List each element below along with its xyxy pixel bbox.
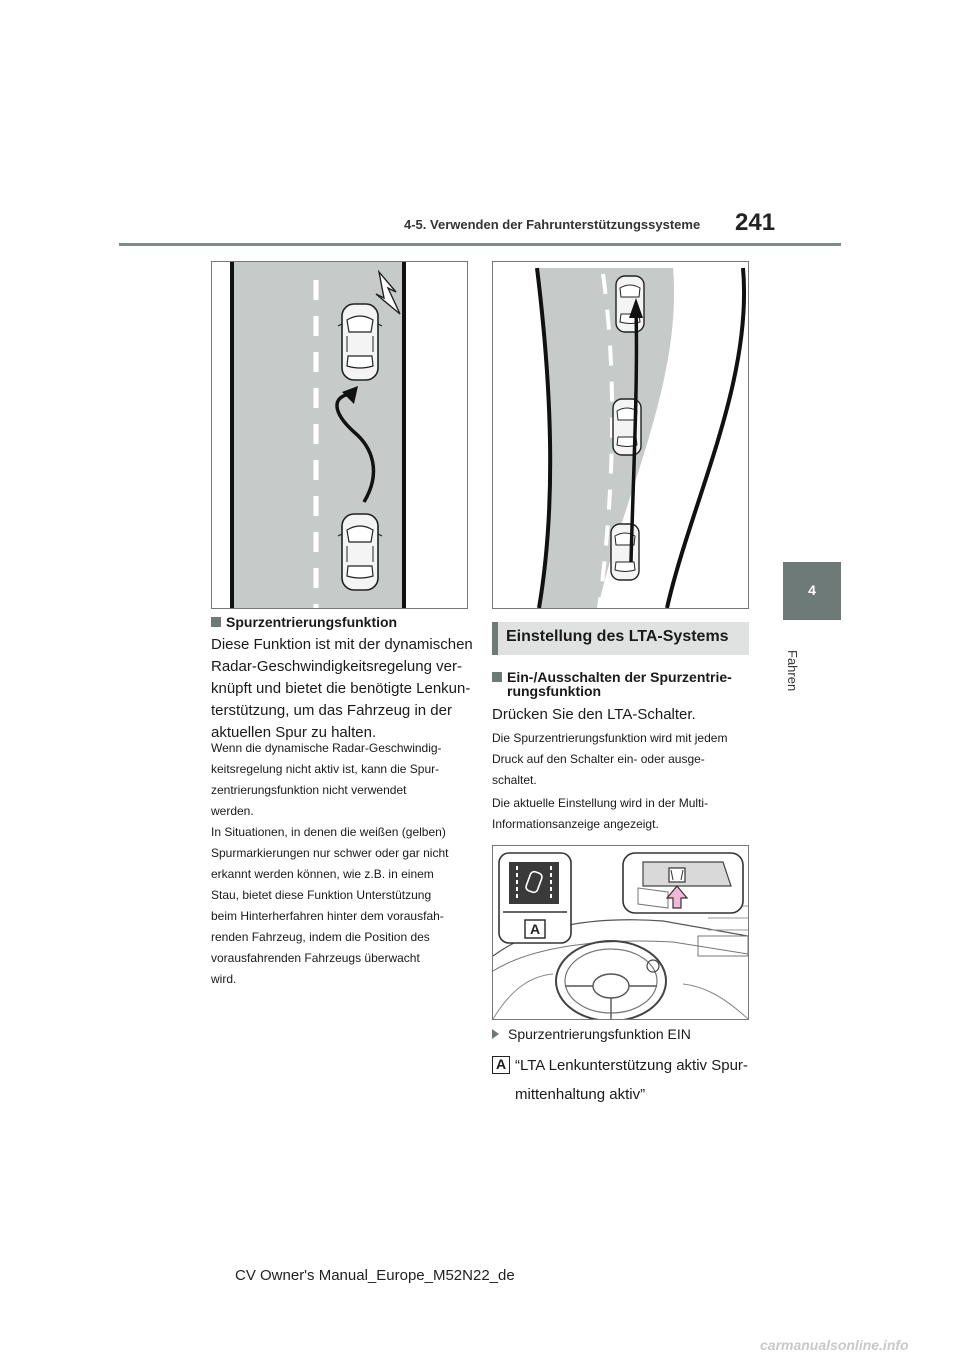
note-line: Spurmarkierungen nur schwer oder gar nicht <box>211 846 449 860</box>
lane-swerve-illustration <box>212 262 467 608</box>
note-line: beim Hinterherfahren hinter dem vorausfah- <box>211 909 444 923</box>
note-line: In Situationen, in denen die weißen (gelben) <box>211 825 446 839</box>
note-line: keitsregelung nicht aktiv ist, kann die Spur- <box>211 762 440 776</box>
heading-centering <box>211 612 397 632</box>
lead-line: terstützung, um das Fahrzeug in der <box>211 702 452 719</box>
figure-label-a: A <box>529 921 541 937</box>
curve-follow-illustration <box>493 262 748 608</box>
callout-tag: A <box>492 1056 510 1074</box>
dashboard-illustration <box>493 846 748 1019</box>
section-box <box>492 622 749 655</box>
page-number: 241 <box>735 209 776 236</box>
lead-line: Diese Funktion ist mit der dynamischen <box>211 636 473 653</box>
footer-text: CV Owner's Manual_Europe_M52N22_de <box>235 1267 515 1284</box>
ego-car-icon <box>611 524 639 580</box>
note-line: Druck auf den Schalter ein- oder ausge- <box>492 752 705 766</box>
note-line: zentrierungsfunktion nicht verwendet <box>211 783 407 797</box>
chapter-label-wrapper <box>774 650 814 690</box>
chapter-tab <box>783 562 841 620</box>
lead-car-icon <box>616 276 644 332</box>
list-item <box>492 1024 691 1044</box>
section-title: 4-5. Verwenden der Fahrunterstützungssysteme <box>404 217 701 232</box>
triangle-bullet-icon <box>492 1029 499 1039</box>
figure-lane-swerve <box>211 261 468 609</box>
figure-curve-follow <box>492 261 749 609</box>
list-item-text: Spurzentrierungsfunktion EIN <box>508 1026 691 1042</box>
lead-line: Radar-Geschwindigkeitsregelung ver- <box>211 658 462 675</box>
heading-centering-text: Spurzentrierungsfunktion <box>226 614 398 630</box>
lead-line: knüpft und bietet die benötigte Lenkun- <box>211 680 471 697</box>
bullet-square-icon <box>211 617 221 627</box>
note-line: erkannt werden können, wie z.B. in einem <box>211 867 434 881</box>
note-line: Die aktuelle Einstellung wird in der Multi- <box>492 796 709 810</box>
note-line: Stau, bietet diese Funktion Unterstützung <box>211 888 432 902</box>
callout-line: “LTA Lenkunterstützung aktiv Spur- <box>515 1057 748 1074</box>
bullet-square-icon <box>492 672 502 682</box>
chapter-number: 4 <box>808 582 816 598</box>
lead-car-icon <box>338 304 382 380</box>
header-rule <box>119 243 841 246</box>
figure-dashboard <box>492 845 749 1020</box>
section-box-title: Einstellung des LTA-Systems <box>506 628 729 645</box>
watermark-text: carmanualsonline.info <box>760 1337 909 1353</box>
note-line: vorausfahrenden Fahrzeugs überwacht <box>211 951 420 965</box>
following-car-icon <box>338 514 382 590</box>
note-line: renden Fahrzeug, indem die Position des <box>211 930 430 944</box>
lead-line: aktuellen Spur zu halten. <box>211 724 377 741</box>
note-line: werden. <box>211 804 254 818</box>
note-line: wird. <box>211 972 237 986</box>
heading-toggle-line: rungsfunktion <box>507 683 602 699</box>
note-line: Wenn die dynamische Radar-Geschwindig- <box>211 741 442 755</box>
note-line: schaltet. <box>492 773 537 787</box>
note-line: Die Spurzentrierungsfunktion wird mit jedem <box>492 731 728 745</box>
lead-line: Drücken Sie den LTA-Schalter. <box>492 706 696 723</box>
note-line: Informationsanzeige angezeigt. <box>492 817 659 831</box>
callout-line: mittenhaltung aktiv” <box>515 1086 646 1103</box>
chapter-label: Fahren <box>785 650 800 692</box>
heading-toggle-line: Ein-/Ausschalten der Spurzentrie- <box>507 669 732 685</box>
